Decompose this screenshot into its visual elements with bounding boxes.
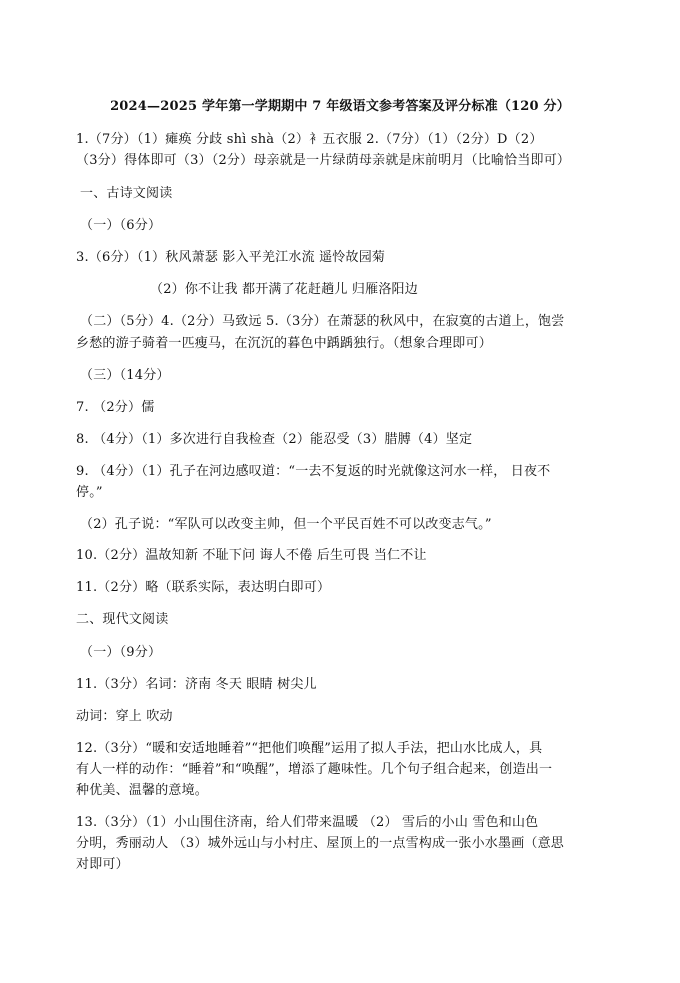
page-title: 2024—2025 学年第一学期期中 7 年级语文参考答案及评分标准（120 分） — [110, 99, 570, 114]
text-line: 11.（2分）略（联系实际，表达明白即可） — [76, 580, 331, 595]
text-line: 对即可） — [76, 857, 129, 872]
text-line: 9. （4分）（1）孔子在河边感叹道：“一去不复返的时光就像这河水一样， 日夜不 — [76, 464, 551, 479]
text-line: 分明，秀丽动人 （3）城外远山与小村庄、屋顶上的一点雪构成一张小水墨画（意思 — [76, 836, 565, 851]
text-line: 1.（7分）（1）瘫痪 分歧 shì shà（2）衤五衣服 2.（7分）（1）（2分）D（2） — [76, 132, 543, 147]
text-line: 13.（3分）（1）小山围住济南，给人们带来温暖 （2） 雪后的小山 雪色和山色 — [76, 815, 539, 830]
text-line: （2）孔子说：“军队可以改变主帅，但一个平民百姓不可以改变志气。” — [80, 517, 492, 532]
text-line: 乡愁的游子骑着一匹瘦马，在沉沉的暮色中踽踽独行。（想象合理即可） — [76, 336, 492, 351]
text-line: 11.（3分）名词：济南 冬天 眼睛 树尖儿 — [76, 677, 317, 692]
text-line: 停。” — [76, 485, 103, 500]
subsection-heading: （一）（9分） — [80, 645, 162, 660]
text-line: 8. （4分）（1）多次进行自我检查（2）能忍受（3）腊膊（4）坚定 — [76, 432, 473, 447]
text-line: （2）你不让我 都开满了花赶趟儿 归雁洛阳边 — [150, 282, 418, 297]
text-line: （3分）得体即可（3）（2分）母亲就是一片绿荫母亲就是床前明月（比喻恰当即可） — [76, 153, 571, 168]
text-line: 种优美、温馨的意境。 — [76, 783, 209, 798]
subsection-heading: （三）（14分） — [80, 368, 170, 383]
text-line: 动词：穿上 吹动 — [76, 709, 173, 724]
section-heading: 二、现代文阅读 — [76, 612, 169, 627]
text-line: 有人一样的动作：“睡着”和“唤醒”，增添了趣味性。几个句子组合起来，创造出一 — [76, 762, 553, 777]
section-heading: 一、古诗文阅读 — [80, 186, 173, 201]
text-line: 10.（2分）温故知新 不耻下问 诲人不倦 后生可畏 当仁不让 — [76, 548, 427, 563]
subsection-heading: （一）（6分） — [80, 218, 162, 233]
text-line: 7. （2分）儒 — [76, 400, 155, 415]
text-line: 3.（6分）（1）秋风萧瑟 影入平羌江水流 遥怜故园菊 — [76, 250, 386, 265]
text-line: 12.（3分）“暖和安适地睡着”“把他们唤醒”运用了拟人手法，把山水比成人，具 — [76, 741, 543, 756]
text-line: （二）（5分）4.（2分）马致远 5.（3分）在萧瑟的秋风中，在寂寞的古道上，饱尝 — [80, 314, 565, 329]
